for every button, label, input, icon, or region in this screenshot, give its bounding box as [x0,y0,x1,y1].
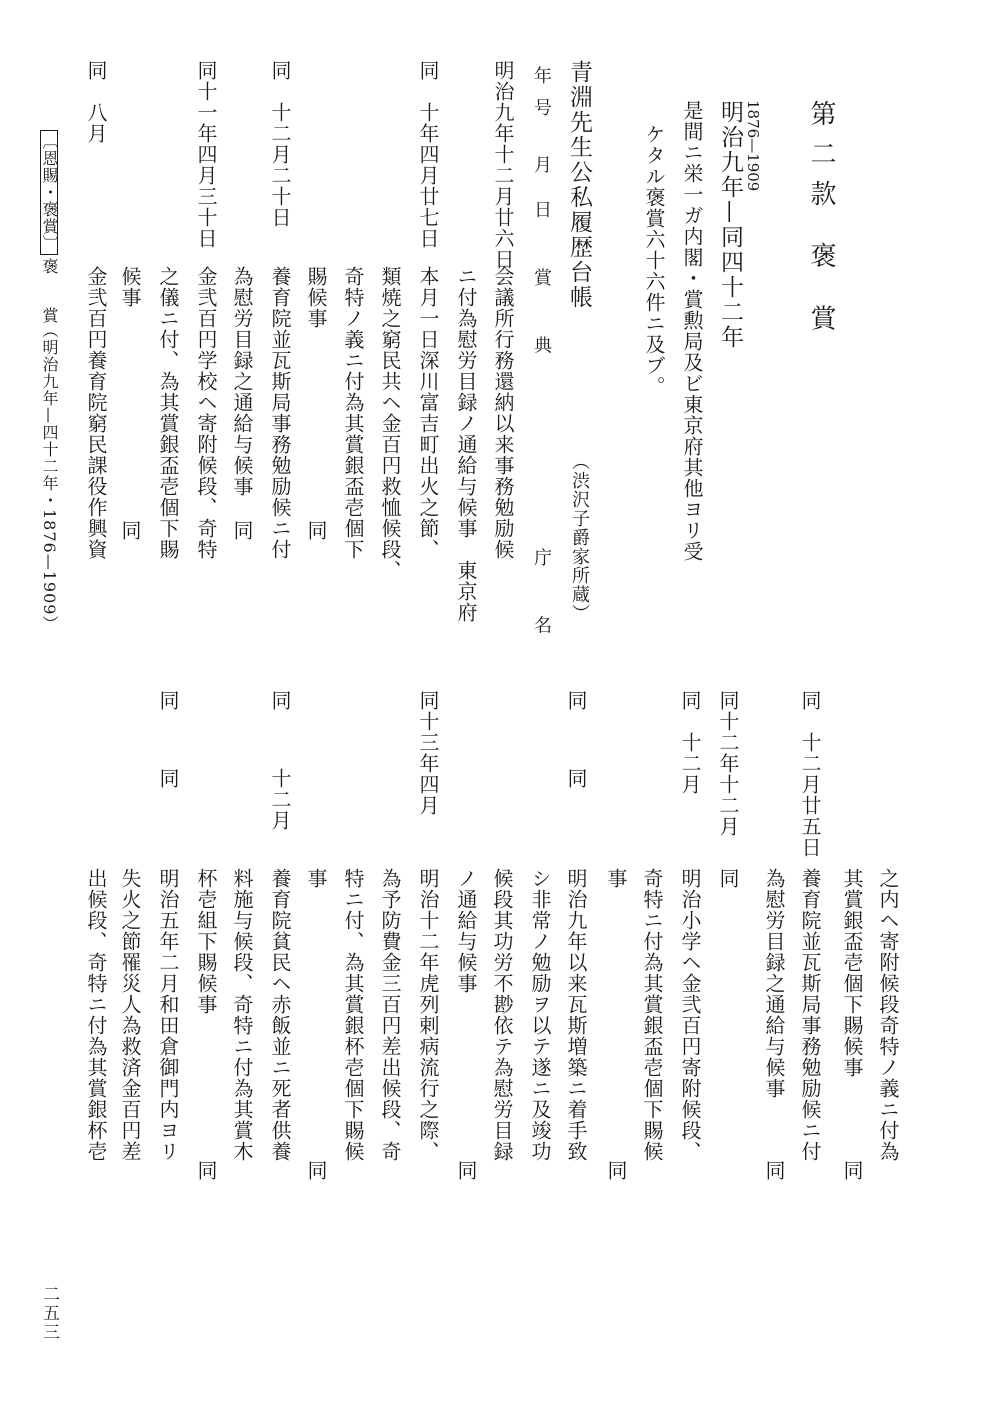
entry-text: 明治小学ヘ金弐百円寄附候段、 [678,868,702,1162]
entry-date: 同 [564,768,588,789]
entry-date: 同十一年四月三十日 [194,60,218,249]
entry-text: 明治十二年虎列剌病流行之際、 [416,868,440,1162]
entry-date: 同 十二月廿五日 [798,690,822,858]
entry-text: 明治九年以来瓦斯増築ニ着手致 [564,868,588,1162]
entry-date: 同 十年四月廿七日 [416,60,440,249]
entry-text: 料施与候段、奇特ニ付為其賞木 [230,868,254,1162]
entry-text: 金弐百円学校ヘ寄附候段、奇特 [194,266,218,560]
years-era: 明治九年—同四十二年 [717,100,743,350]
header-tsuki: 月 [531,155,552,174]
entry-text: 之儀ニ付、為其賞銀盃壱個下賜 [156,266,180,560]
footer-range: （明治九年—四十二年・1876—1909） [40,322,59,633]
entry-agency: 同 [604,1160,628,1181]
entry-text: 賜候事 [304,266,328,329]
years-western: 1876—1909 [744,100,762,192]
entry-text: 候段其功労不尠依テ為慰労目録 [490,868,514,1162]
entry-text: ノ通給与候事 [454,868,478,994]
entry-text: ニ付為慰労目録ノ通給与候事 東京府 [454,266,478,623]
entry-text: 特ニ付、為其賞銀杯壱個下賜候 [341,868,365,1162]
header-award: 賞 典 [531,268,552,376]
entry-marker: 同 [716,868,740,889]
entry-text: 事 [304,868,328,889]
entry-text: 為慰労目録之通給与候事 [230,266,254,497]
entry-text: 為予防費金三百円差出候段、奇 [378,868,402,1162]
entry-text: 事 [604,868,628,889]
entry-text: 出候段、奇特ニ付為其賞銀杯壱 [84,868,108,1162]
entry-text: 本月一日深川富吉町出火之節、 [416,266,440,560]
entry-agency: 同 [304,1160,328,1181]
page-number: 二五三 [39,1285,59,1342]
entry-text: 杯壱組下賜候事 [194,868,218,1015]
header-agency: 庁 名 [531,548,552,656]
summary-line-1: 是間ニ栄一ガ内閣・賞勲局及ビ東京府其他ヨリ受 [680,100,704,562]
source-provenance: （渋沢子爵家所蔵） [569,452,590,623]
entry-date: 明治九年十二月廿六日 [491,60,515,270]
entry-text: シ非常ノ勉励ヲ以テ遂ニ及竣功 [528,868,552,1162]
header-go: 号 [531,98,552,117]
entry-date: 同十三年四月 [416,690,440,816]
entry-agency: 同 [230,520,254,541]
entry-agency: 同 [840,1160,864,1181]
entry-date: 同 [564,690,588,711]
entry-text: 養育院並瓦斯局事務勉励候ニ付 [268,266,292,560]
header-hi: 日 [531,200,552,219]
entry-text: 奇特ニ付為其賞銀盃壱個下賜候 [640,868,664,1162]
entry-text: 之内ヘ寄附候段奇特ノ義ニ付為 [876,868,900,1162]
entry-text: 候事 [118,266,142,308]
entry-date: 同 [268,690,292,711]
entry-agency: 同 [118,520,142,541]
entry-date: 同 十二月 [678,690,702,795]
entry-agency: 同 [454,1160,478,1181]
entry-date: 同 [156,690,180,711]
entry-text: 失火之節罹災人為救済金百円差 [118,868,142,1162]
entry-text: 金弐百円養育院窮民課役作興資 [84,266,108,560]
entry-date: 同十二年十二月 [716,690,740,837]
entry-text: 養育院並瓦斯局事務勉励候ニ付 [798,868,822,1162]
section-title: 第二款 褒 賞 [806,100,836,345]
summary-line-2: ケタル褒賞六十六件ニ及ブ。 [642,124,666,397]
footer-category: 〔恩賜・褒賞〕 [40,130,58,255]
entry-date: 十二月 [268,768,292,831]
entry-date: 同 十二月二十日 [268,60,292,228]
entry-text: 奇特ノ義ニ付為其賞銀盃壱個下 [341,266,365,560]
entry-text: 為慰労目録之通給与候事 [762,868,786,1099]
source-title: 青淵先生公私履歴台帳 [566,60,592,310]
entry-date: 同 [156,768,180,789]
footer-subject: 褒 賞 [40,258,59,338]
entry-text: 明治五年二月和田倉御門内ヨリ [156,868,180,1162]
entry-text: 養育院貧民ヘ赤飯並ニ死者供養 [268,868,292,1162]
entry-text: 会議所行務還納以来事務勉励候 [491,266,515,560]
entry-text: 其賞銀盃壱個下賜候事 [840,868,864,1078]
entry-date: 同 八月 [84,60,108,144]
entry-agency: 同 [304,520,328,541]
entry-text: 類焼之窮民共ヘ金百円救恤候段、 [378,266,402,581]
entry-agency: 同 [762,1160,786,1181]
header-nen: 年 [531,66,552,85]
entry-agency: 同 [194,1160,218,1181]
